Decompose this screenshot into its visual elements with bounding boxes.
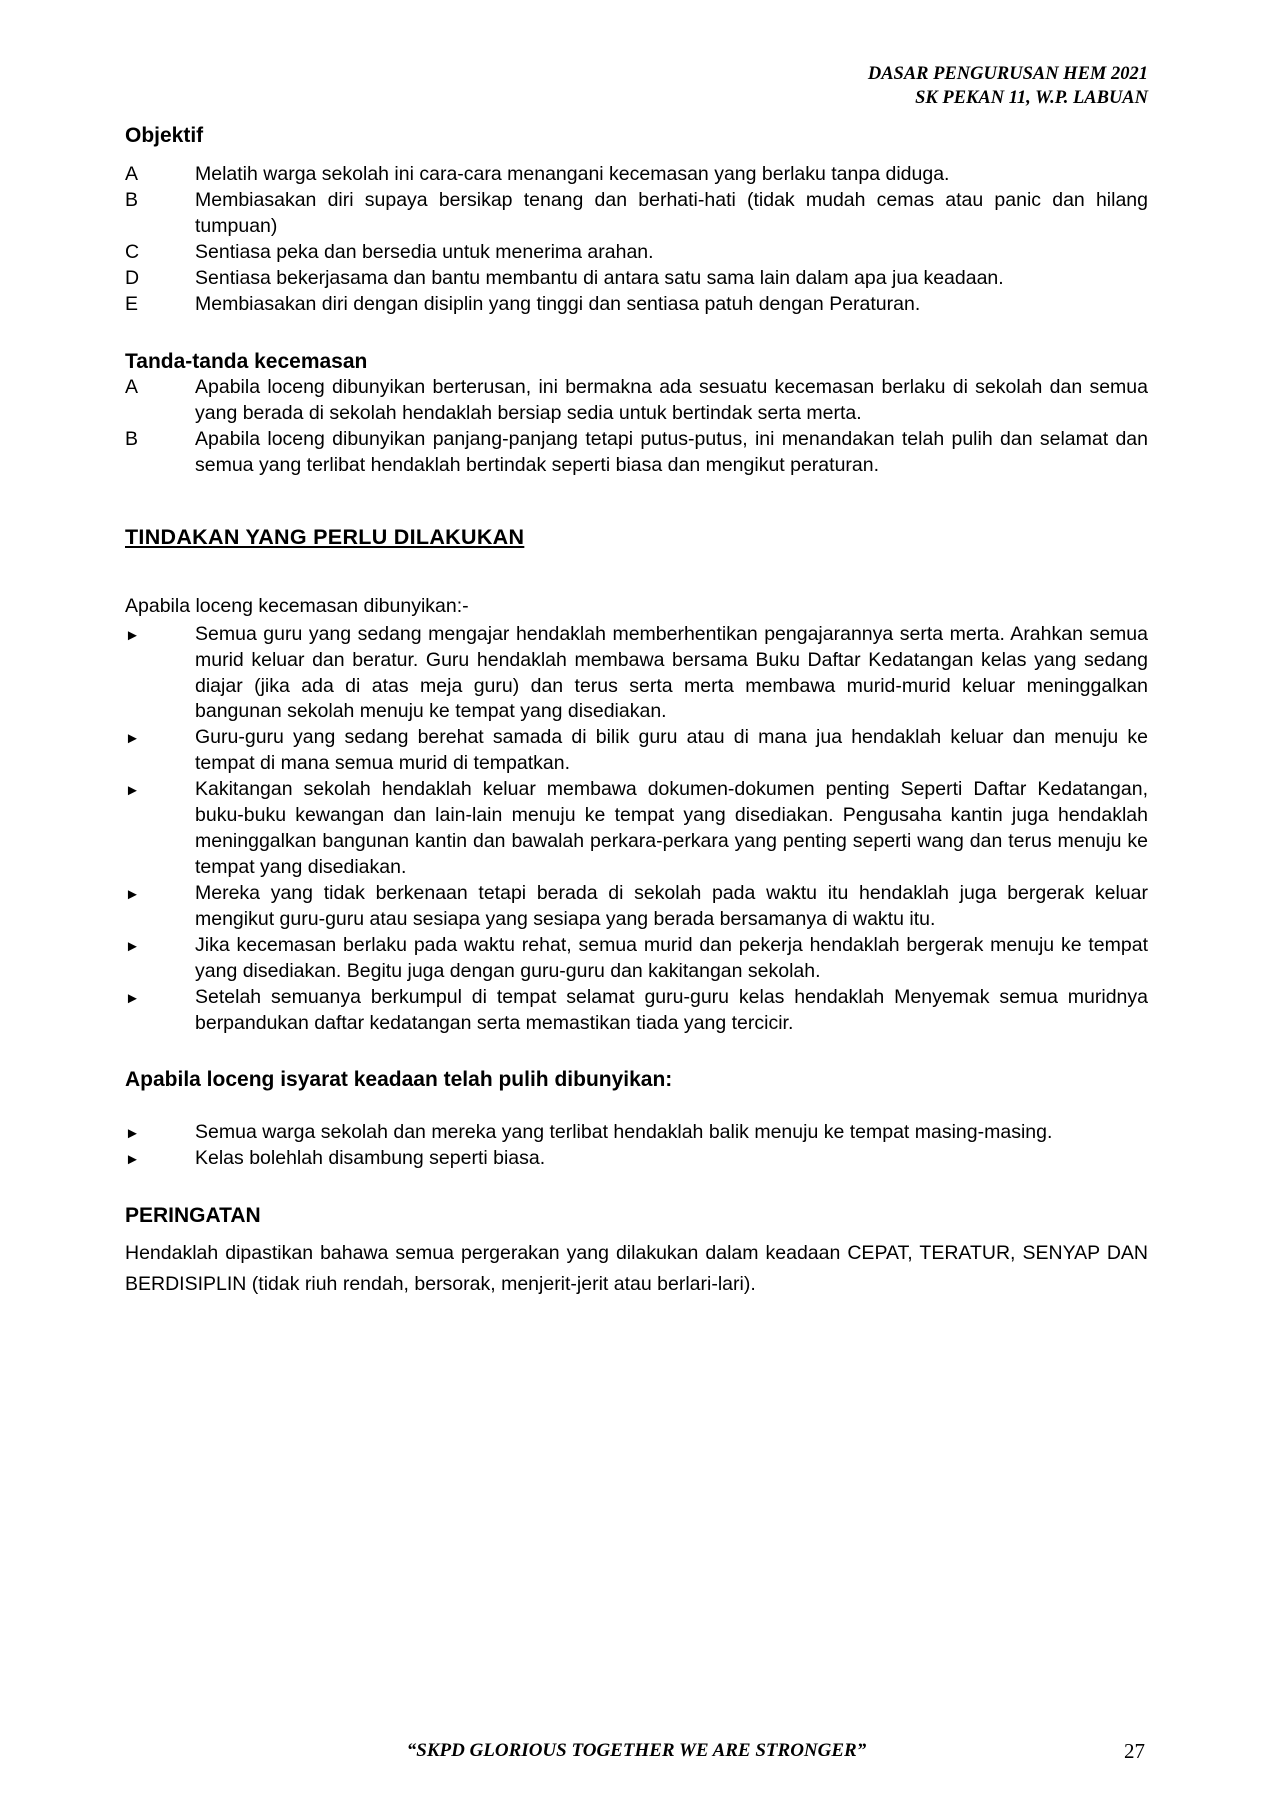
- spacer: [125, 318, 1148, 348]
- item-text: Semua warga sekolah dan mereka yang terlibat hendaklah balik menuju ke tempat masing-masing.: [195, 1121, 1053, 1144]
- item-label: A: [125, 163, 139, 186]
- bullet-item: [125, 777, 1148, 881]
- section-tindakan: [125, 523, 1148, 1036]
- item-text: Kelas bolehlah disambung seperti biasa.: [195, 1147, 546, 1170]
- tanda-heading: Tanda-tanda kecemasan: [125, 349, 368, 373]
- arrow-bullet-icon: ►: [125, 782, 140, 800]
- bullet-item: [125, 985, 1148, 1037]
- arrow-bullet-icon: ►: [125, 1125, 140, 1143]
- section-peringatan: [125, 1202, 1148, 1300]
- section-tanda-kecemasan: [125, 348, 1148, 480]
- arrow-bullet-icon: ►: [125, 730, 140, 748]
- list-item: [125, 266, 1148, 292]
- document-footer: [0, 1738, 1273, 1763]
- spacer: [125, 564, 1148, 594]
- bullet-item: [125, 622, 1148, 726]
- peringatan-heading: PERINGATAN: [125, 1204, 261, 1228]
- item-text: Membiasakan diri supaya bersikap tenang dan berhati-hati (tidak mudah cemas atau panic dan hilang tumpuan): [195, 188, 1148, 237]
- list-item: [125, 188, 1148, 240]
- item-text: Mereka yang tidak berkenaan tetapi berada di sekolah pada waktu itu hendaklah juga bergerak keluar mengikut guru-guru atau sesiapa yang sesiapa yang berada bersamanya di waktu itu.: [195, 881, 1148, 930]
- item-text: Setelah semuanya berkumpul di tempat selamat guru-guru kelas hendaklah Menyemak semua muridnya berpandukan daftar kedatangan serta memastikan tiada yang tercicir.: [195, 985, 1148, 1034]
- document-header: [125, 62, 1148, 110]
- item-text: Apabila loceng dibunyikan panjang-panjang tetapi putus-putus, ini menandakan telah pulih dan selamat dan semua yang terlibat hendaklah bertindak seperti biasa dan mengikut peraturan.: [195, 428, 1148, 477]
- list-item: [125, 375, 1148, 427]
- header-line-1: DASAR PENGURUSAN HEM 2021: [867, 64, 1148, 84]
- arrow-bullet-icon: ►: [125, 885, 140, 903]
- arrow-bullet-icon: ►: [125, 626, 140, 644]
- pulih-heading: Apabila loceng isyarat keadaan telah pulih dibunyikan:: [125, 1068, 673, 1092]
- spacer: [125, 1172, 1148, 1202]
- item-label: D: [125, 266, 140, 289]
- bullet-item: [125, 881, 1148, 933]
- spacer: [125, 1036, 1148, 1066]
- tindakan-intro: Apabila loceng kecemasan dibunyikan:-: [125, 594, 469, 617]
- list-item: [125, 292, 1148, 318]
- item-text: Membiasakan diri dengan disiplin yang tinggi dan sentiasa patuh dengan Peraturan.: [195, 292, 921, 315]
- spacer: [125, 479, 1148, 523]
- item-text: Semua guru yang sedang mengajar hendaklah memberhentikan pengajarannya serta merta. Arahkan semua murid keluar dan beratur. Guru hendaklah membawa bersama Buku Daftar Kedatangan kelas yang sedang diajar (jika ada di atas meja guru) dan terus serta merta membawa murid-murid keluar meninggalkan bangunan sekolah menuju ke tempat yang disediakan.: [195, 622, 1148, 723]
- spacer: [125, 1106, 1148, 1120]
- item-text: Melatih warga sekolah ini cara-cara menangani kecemasan yang berlaku tanpa diduga.: [195, 163, 950, 186]
- section-objektif: [125, 122, 1148, 317]
- bullet-item: [125, 725, 1148, 777]
- item-label: B: [125, 188, 139, 211]
- list-item: [125, 240, 1148, 266]
- item-label: A: [125, 376, 139, 399]
- item-label: C: [125, 240, 140, 263]
- bullet-item: [125, 1120, 1148, 1146]
- item-label: E: [125, 292, 139, 315]
- header-line-2: SK PEKAN 11, W.P. LABUAN: [915, 88, 1148, 109]
- arrow-bullet-icon: ►: [125, 1151, 140, 1169]
- item-text: Jika kecemasan berlaku pada waktu rehat, semua murid dan pekerja hendaklah bergerak menuju ke tempat yang disediakan. Begitu juga dengan guru-guru dan kakitangan sekolah.: [195, 933, 1148, 982]
- footer-motto: “SKPD GLORIOUS TOGETHER WE ARE STRONGER”: [406, 1740, 867, 1761]
- bullet-item: [125, 1146, 1148, 1172]
- arrow-bullet-icon: ►: [125, 989, 140, 1007]
- section-pulih: [125, 1066, 1148, 1172]
- peringatan-text: Hendaklah dipastikan bahawa semua pergerakan yang dilakukan dalam keadaan CEPAT, TERATUR, SENYAP DAN BERDISIPLIN (tidak riuh rendah, bersorak, menjerit-jerit atau berlari-lari).: [125, 1242, 1148, 1296]
- page-number: 27: [1124, 1739, 1145, 1763]
- item-label: B: [125, 428, 139, 451]
- list-item: [125, 427, 1148, 479]
- bullet-item: [125, 933, 1148, 985]
- item-text: Sentiasa peka dan bersedia untuk menerima arahan.: [195, 240, 654, 263]
- tindakan-heading: TINDAKAN YANG PERLU DILAKUKAN: [125, 525, 525, 550]
- item-text: Sentiasa bekerjasama dan bantu membantu di antara satu sama lain dalam apa jua keadaan.: [195, 266, 1004, 289]
- list-item: [125, 162, 1148, 188]
- item-text: Apabila loceng dibunyikan berterusan, ini bermakna ada sesuatu kecemasan berlaku di sekolah dan semua yang berada di sekolah hendaklah bersiap sedia untuk bertindak serta merta.: [195, 376, 1148, 425]
- arrow-bullet-icon: ►: [125, 937, 140, 955]
- item-text: Guru-guru yang sedang berehat samada di bilik guru atau di mana jua hendaklah keluar dan menuju ke tempat di mana semua murid di tempatkan.: [195, 726, 1148, 775]
- item-text: Kakitangan sekolah hendaklah keluar membawa dokumen-dokumen penting Seperti Daftar Kedatangan, buku-buku kewangan dan lain-lain menuju ke tempat yang disediakan. Pengusaha kantin juga hendaklah meninggalkan bangunan kantin dan bawalah perkara-perkara yang penting seperti wang dan terus menuju ke tempat yang disediakan.: [195, 778, 1148, 878]
- objektif-heading: Objektif: [125, 124, 204, 148]
